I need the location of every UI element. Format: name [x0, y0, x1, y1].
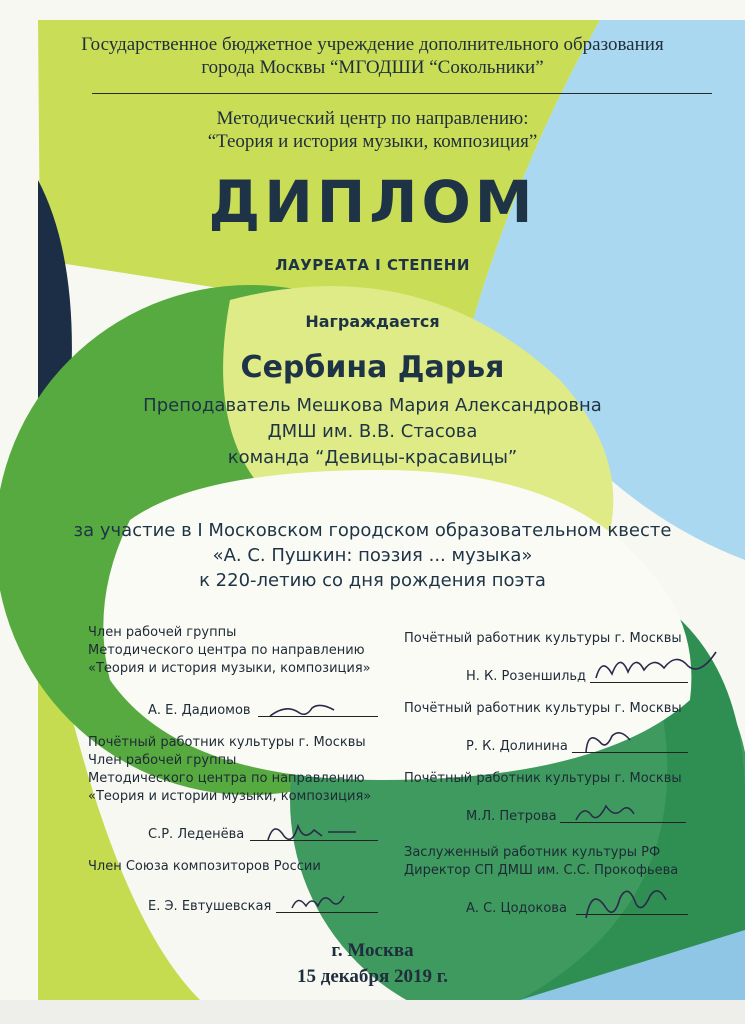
reason-line3: к 220-летию со дня рождения поэта [199, 570, 546, 591]
signature-mark [288, 888, 348, 914]
signature-right-2-name: Р. К. Долинина [466, 739, 568, 754]
diploma-subtitle: ЛАУРЕАТА I СТЕПЕНИ [275, 256, 470, 274]
signature-left-2-role-1: Почётный работник культуры г. Москвы [88, 735, 366, 750]
diploma-title: ДИПЛОМ [208, 168, 537, 236]
reason-line1: за участие в I Московском городском образовательном квесте [73, 520, 672, 541]
signature-left-2-role-3: Методического центра по направлению [88, 771, 365, 786]
header-divider [92, 93, 712, 94]
signature-left-1-role-3: «Теория и история музыки, композиция» [88, 661, 371, 676]
institution-name-line2: города Москвы “МГОДШИ “Сокольники” [201, 57, 544, 78]
signature-right-4-name: А. С. Цодокова [466, 901, 567, 916]
footer-city: г. Москва [331, 940, 414, 961]
signature-left-2-role-2: Член рабочей группы [88, 753, 237, 768]
signature-right-1-role-1: Почётный работник культуры г. Москвы [404, 631, 682, 646]
signature-left-3-name: Е. Э. Евтушевская [148, 899, 272, 914]
signature-mark [268, 700, 338, 722]
signature-left-1-name: А. Е. Дадиомов [148, 703, 251, 718]
recipient-name: Сербина Дарья [240, 350, 505, 385]
signature-left-1-role-2: Методического центра по направлению [88, 643, 365, 658]
signature-left-2-role-4: «Теория и истории музыки, композиция» [88, 789, 372, 804]
signature-left-1-role-1: Член рабочей группы [88, 625, 237, 640]
signature-right-4-role-1: Заслуженный работник культуры РФ [404, 845, 661, 860]
reason-line2: «А. С. Пушкин: поэзия ... музыка» [212, 545, 533, 566]
signature-mark [580, 878, 670, 924]
signature-right-2-role-1: Почётный работник культуры г. Москвы [404, 701, 682, 716]
signature-mark [590, 646, 724, 686]
signature-mark [264, 816, 360, 846]
center-name-line2: “Теория и история музыки, композиция” [207, 131, 538, 152]
school-line: ДМШ им. В.В. Стасова [267, 421, 478, 442]
signature-right-3-name: М.Л. Петрова [466, 809, 557, 824]
awarded-label: Награждается [305, 312, 440, 331]
signature-mark [580, 724, 636, 758]
teacher-line: Преподаватель Мешкова Мария Александровна [143, 395, 602, 416]
signature-right-3-role-1: Почётный работник культуры г. Москвы [404, 771, 682, 786]
signature-mark [572, 798, 638, 826]
center-name-line1: Методический центр по направлению: [216, 108, 529, 129]
signature-right-4-role-2: Директор СП ДМШ им. С.С. Прокофьева [404, 863, 679, 878]
team-line: команда “Девицы-красавицы” [227, 447, 518, 468]
footer-date: 15 декабря 2019 г. [296, 966, 449, 987]
institution-name-line1: Государственное бюджетное учреждение дополнительного образования [81, 34, 664, 55]
signature-left-2-name: С.Р. Леденёва [148, 827, 245, 842]
signature-right-1-name: Н. К. Розеншильд [466, 669, 587, 684]
signature-left-3-role-1: Член Союза композиторов России [88, 859, 321, 874]
